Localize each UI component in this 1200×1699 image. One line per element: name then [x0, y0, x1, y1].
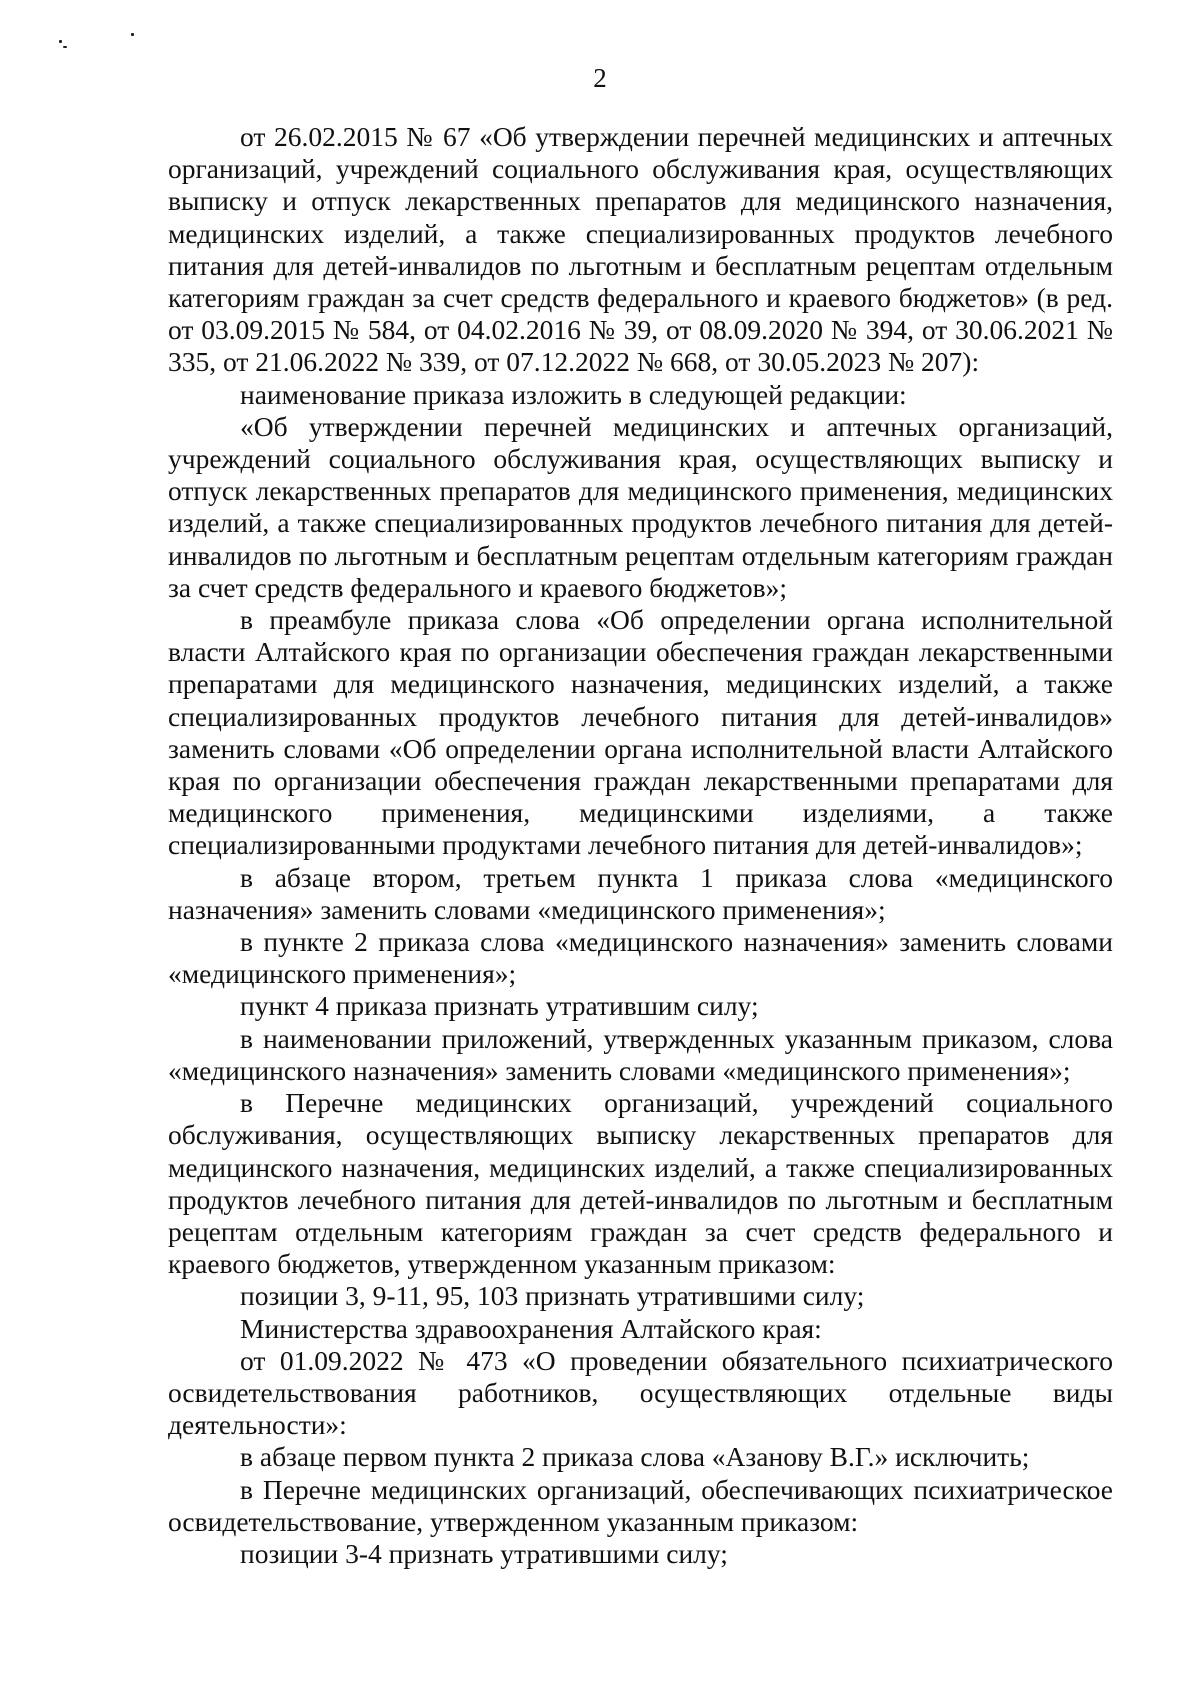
paragraph-clause-2: в пункте 2 приказа слова «медицинского назначения» заменить словами «медицинского применения»; — [168, 926, 1113, 990]
paragraph-positions-3-4: позиции 3-4 признать утратившими силу; — [240, 1537, 728, 1569]
paragraph-order-67: от 26.02.2015 № 67 «Об утверждении перечней медицинских и аптечных организаций, учреждений социального обслуживания края, осуществляющих выписку и отпуск лекарственных препаратов для медицинского назначения, медицинских изделий, а также специализированных продуктов лечебного питания для детей-инвалидов по льготным и бесплатным рецептам отдельным категориям граждан за счет средств федерального и краевого бюджетов» (в ред. от 03.09.2015 № 584, от 04.02.2016 № 39, от 08.09.2020 № 394, от 30.06.2021 № 335, от 21.06.2022 № 339, от 07.12.2022 № 668, от 30.05.2023 № 207): — [168, 121, 1113, 378]
scan-artifact — [63, 46, 67, 48]
paragraph-new-title: «Об утверждении перечней медицинских и аптечных организаций, учреждений социального обслуживания края, осуществляющих выписку и отпуск лекарственных препаратов для медицинского применения, медицинских изделий, а также специализированных продуктов лечебного питания для детей-инвалидов по льготным и бесплатным рецептам отдельным категориям граждан за счет средств федерального и краевого бюджетов»; — [168, 410, 1113, 603]
paragraph-clause-1: в абзаце втором, третьем пункта 1 приказа слова «медицинского назначения» заменить словами «медицинского применения»; — [168, 861, 1113, 925]
paragraph-preamble: в преамбуле приказа слова «Об определении органа исполнительной власти Алтайского края по организации обеспечения граждан лекарственными препаратами для медицинского назначения, медицинских изделий, а также специализированных продуктов лечебного питания для детей-инвалидов» заменить словами «Об определении органа исполнительной власти Алтайского края по организации обеспечения граждан лекарственными препаратами для медицинского применения, медицинскими изделиями, а также специализированными продуктами лечебного питания для детей-инвалидов»; — [168, 604, 1113, 861]
paragraph-positions-repealed: позиции 3, 9-11, 95, 103 признать утратившими силу; — [240, 1280, 865, 1312]
paragraph-psychiatric-list: в Перечне медицинских организаций, обеспечивающих психиатрическое освидетельствование, утвержденном указанным приказом: — [168, 1473, 1113, 1537]
paragraph-order-473: от 01.09.2022 № 473 «О проведении обязательного психиатрического освидетельствования работников, осуществляющих отдельные виды деятельности»: — [168, 1344, 1113, 1441]
document-body — [168, 121, 1113, 1570]
paragraph-appendix-names: в наименовании приложений, утвержденных указанным приказом, слова «медицинского назначения» заменить словами «медицинского применения»; — [168, 1022, 1113, 1086]
scan-artifact — [59, 40, 62, 43]
paragraph-rename-order: наименование приказа изложить в следующей редакции: — [240, 378, 907, 410]
paragraph-ministry-heading: Министерства здравоохранения Алтайского края: — [240, 1312, 822, 1344]
paragraph-list-organizations: в Перечне медицинских организаций, учреждений социального обслуживания, осуществляющих выписку лекарственных препаратов для медицинского назначения, медицинских изделий, а также специализированных продуктов лечебного питания для детей-инвалидов по льготным и бесплатным рецептам отдельным категориям граждан за счет средств федерального и краевого бюджетов, утвержденном указанным приказом: — [168, 1087, 1113, 1280]
paragraph-clause-4: пункт 4 приказа признать утратившим силу; — [240, 990, 759, 1022]
paragraph-exclude-name: в абзаце первом пункта 2 приказа слова «Азанову В.Г.» исключить; — [240, 1441, 1030, 1473]
page-number: 2 — [593, 63, 607, 93]
scan-artifact — [131, 33, 134, 36]
